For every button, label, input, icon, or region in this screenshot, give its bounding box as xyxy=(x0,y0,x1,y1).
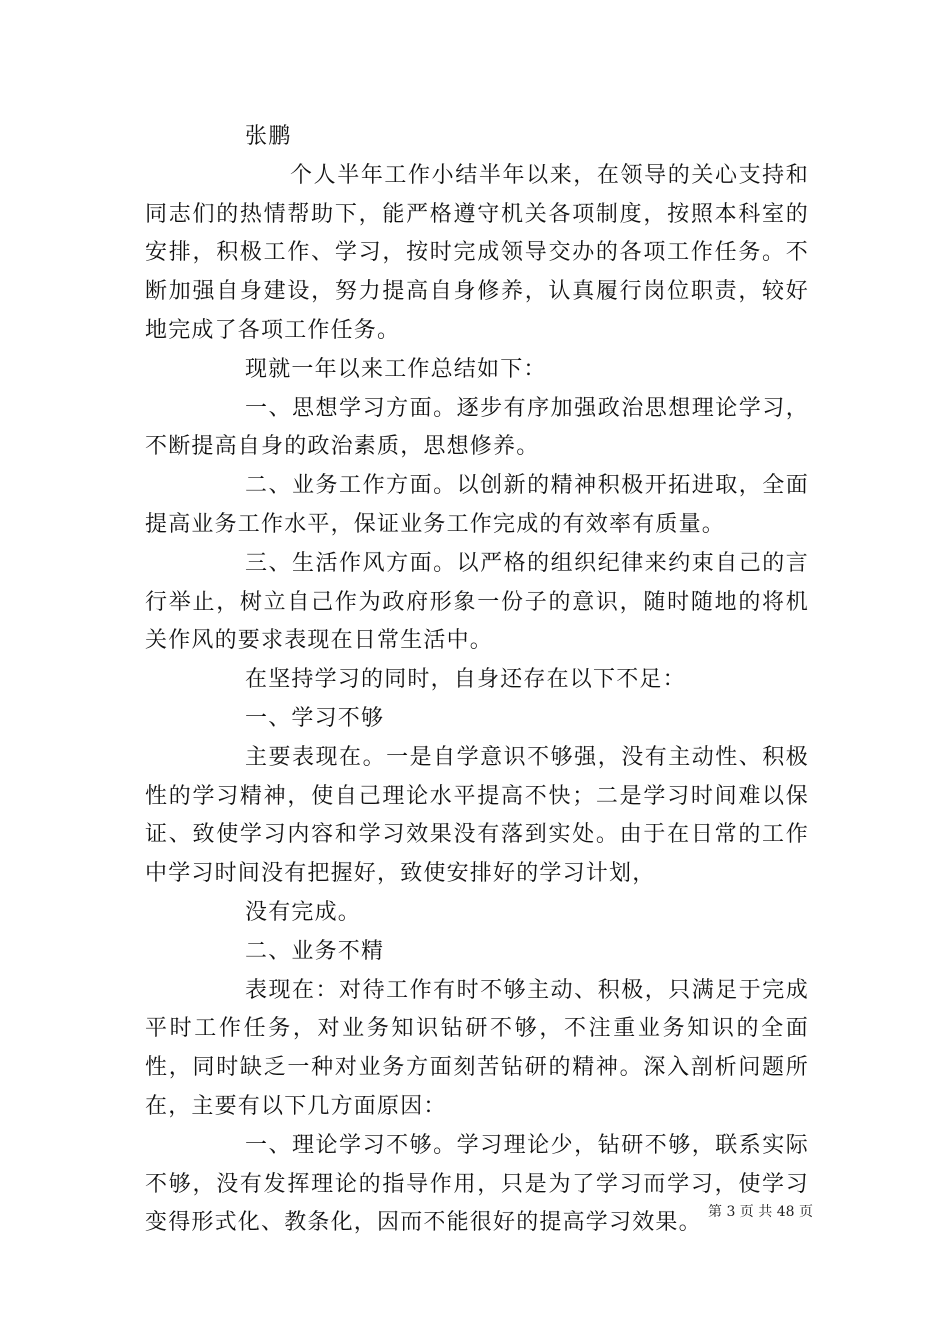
paragraph-shortcomings-heading: 在坚持学习的同时，自身还存在以下不足： xyxy=(245,667,686,693)
paragraph-not-completed: 没有完成。 xyxy=(245,899,362,925)
paragraph-theory-study: 一、理论学习不够。学习理论少，钻研不够，联系实际不够，没有发挥理论的指导作用，只是为了学习而学习，使学习变得形式化、教条化，因而不能很好的提高学习效果。 xyxy=(145,1132,809,1236)
author-name: 张鹏 xyxy=(245,124,292,149)
page-number-footer: 第 3 页 共 48 页 xyxy=(708,1204,813,1220)
paragraph-study-details: 主要表现在。一是自学意识不够强，没有主动性、积极性的学习精神，使自己理论水平提高不快；二是学习时间难以保证、致使学习内容和学习效果没有落到实处。由于在日常的工作中学习时间没有把握好，致使安排好的学习计划， xyxy=(145,744,809,887)
heading-study-insufficient: 一、学习不够 xyxy=(245,705,385,731)
heading-business-not-proficient: 二、业务不精 xyxy=(245,938,385,964)
paragraph-life-style: 三、生活作风方面。以严格的组织纪律来约束自己的言行举止，树立自己作为政府形象一份子的意识，随时随地的将机关作风的要求表现在日常生活中。 xyxy=(145,550,809,654)
paragraph-business-work: 二、业务工作方面。以创新的精神积极开拓进取，全面提高业务工作水平，保证业务工作完成的有效率有质量。 xyxy=(145,473,809,537)
paragraph-business-details: 表现在：对待工作有时不够主动、积极，只满足于完成平时工作任务，对业务知识钻研不够，不注重业务知识的全面性，同时缺乏一种对业务方面刻苦钻研的精神。深入剖析问题所在，主要有以下几方面原因： xyxy=(145,977,809,1119)
paragraph-ideology-study: 一、思想学习方面。逐步有序加强政治思想理论学习，不断提高自身的政治素质，思想修养。 xyxy=(145,395,809,460)
document-body xyxy=(145,118,809,1243)
paragraph-summary-heading: 现就一年以来工作总结如下： xyxy=(245,356,547,382)
paragraph-intro: 个人半年工作小结半年以来，在领导的关心支持和同志们的热情帮助下，能严格遵守机关各项制度，按照本科室的安排，积极工作、学习，按时完成领导交办的各项工作任务。不断加强自身建设，努力提高自身修养，认真履行岗位职责，较好地完成了各项工作任务。 xyxy=(145,162,809,343)
